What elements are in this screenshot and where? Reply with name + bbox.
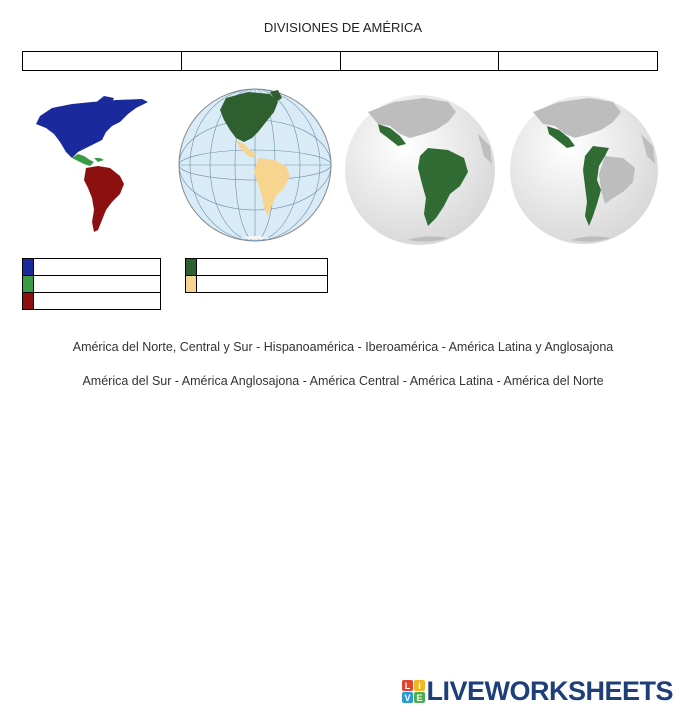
- word-bank-line-2: América del Sur - América Anglosajona - América Central - América Latina - América del Norte: [82, 374, 604, 388]
- answer-boxes: [22, 51, 658, 71]
- legend-row: [185, 275, 328, 293]
- svg-text:V: V: [404, 692, 411, 703]
- answer-box-1[interactable]: [23, 52, 182, 70]
- legend-row: [22, 258, 161, 276]
- legend-answer-field[interactable]: [34, 276, 160, 292]
- legend-swatch-dark-green: [186, 259, 197, 275]
- legend-swatch-red: [23, 293, 34, 309]
- svg-text:I: I: [418, 680, 422, 691]
- svg-text:E: E: [416, 692, 423, 703]
- word-bank-line-1: América del Norte, Central y Sur - Hispanoamérica - Iberoamérica - América Latina y Anglosajona: [72, 340, 614, 354]
- answer-box-2[interactable]: [182, 52, 341, 70]
- legend-left: [22, 258, 161, 310]
- legend-swatch-yellow: [186, 276, 197, 292]
- globe-anglo-latin-icon: [178, 88, 332, 242]
- legend-answer-field[interactable]: [197, 259, 327, 275]
- legend-swatch-green: [23, 276, 34, 292]
- answer-box-3[interactable]: [341, 52, 500, 70]
- brand-name: LIVEWORKSHEETS: [426, 676, 673, 706]
- legend-right: [185, 258, 328, 293]
- globe-hispanoamerica-icon: [509, 94, 659, 246]
- legend-answer-field[interactable]: [34, 259, 160, 275]
- liveworksheets-brand: [402, 676, 673, 707]
- answer-box-4[interactable]: [499, 52, 657, 70]
- legend-answer-field[interactable]: [34, 293, 160, 309]
- legend-row: [22, 292, 161, 310]
- america-regions-map-icon: [32, 96, 154, 236]
- worksheet-title: DIVISIONES DE AMÉRICA: [263, 20, 423, 35]
- legend-row: [22, 275, 161, 293]
- legend-swatch-blue: [23, 259, 34, 275]
- liveworksheets-logo-icon: [402, 679, 426, 705]
- svg-text:L: L: [405, 680, 411, 691]
- legend-row: [185, 258, 328, 276]
- legend-answer-field[interactable]: [197, 276, 327, 292]
- globe-iberoamerica-icon: [344, 94, 496, 246]
